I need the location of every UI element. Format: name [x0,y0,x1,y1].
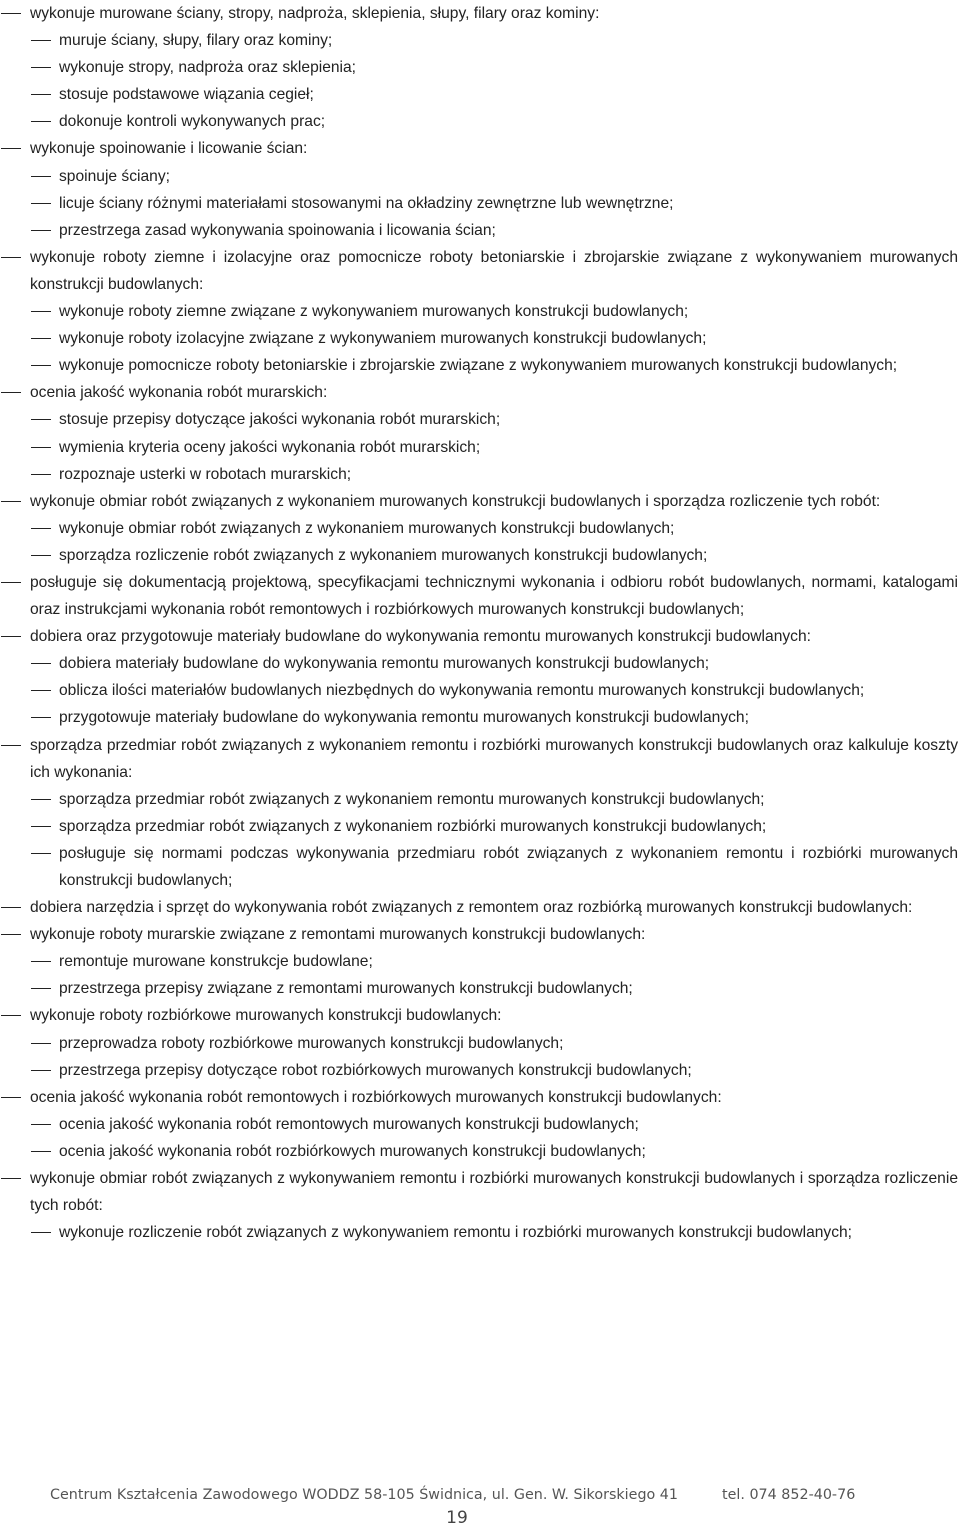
list-item-text: ocenia jakość wykonania robót remontowych i rozbiórkowych murowanych konstrukcji budowlanych: [30,1088,722,1106]
sub-list-item [0,813,958,840]
footer-line [50,1484,930,1506]
sub-list-item [0,406,958,433]
dash-bullet-icon [1,907,21,908]
sub-list-item [0,1111,958,1138]
dash-bullet-icon [1,1178,21,1179]
dash-bullet-icon [31,826,51,827]
dash-bullet-icon [31,717,51,718]
dash-bullet-icon [31,40,51,41]
dash-bullet-icon [31,1232,51,1233]
dash-bullet-icon [31,447,51,448]
dash-bullet-icon [31,528,51,529]
list-item [0,488,958,515]
sub-list-item [0,1219,958,1246]
list-item [0,0,958,27]
list-item-text: przeprowadza roboty rozbiórkowe murowanych konstrukcji budowlanych; [59,1034,564,1052]
dash-bullet-icon [1,148,21,149]
list-item-text: dokonuje kontroli wykonywanych prac; [59,113,326,131]
dash-bullet-icon [31,961,51,962]
list-item-text: remontuje murowane konstrukcje budowlane; [59,953,373,971]
list-item-text: ocenia jakość wykonania robót murarskich: [30,384,328,402]
dash-bullet-icon [31,365,51,366]
sub-list-item [0,298,958,325]
dash-bullet-icon [31,853,51,854]
list-item [0,732,958,786]
dash-bullet-icon [1,257,21,258]
sub-list-item [0,542,958,569]
list-item-text: wykonuje roboty rozbiórkowe murowanych konstrukcji budowlanych: [30,1007,502,1025]
list-item [0,1084,958,1111]
dash-bullet-icon [31,419,51,420]
sub-list-item [0,27,958,54]
sub-list-item [0,54,958,81]
list-item-text: sporządza rozliczenie robót związanych z wykonaniem murowanych konstrukcji budowlanych; [59,546,708,564]
list-item [0,921,958,948]
list-item-text: posługuje się dokumentacją projektową, specyfikacjami technicznymi wykonania i odbioru robót budowlanych, normami, katalogami oraz instrukcjami wykonania robót remontowych i rozbiórkowych murowanych konstrukcji budowlanych; [30,573,958,619]
list-item-text: wykonuje roboty ziemne związane z wykonywaniem murowanych konstrukcji budowlanych; [59,303,689,321]
list-item-text: stosuje przepisy dotyczące jakości wykonania robót murarskich; [59,411,501,429]
dash-bullet-icon [31,1070,51,1071]
sub-list-item [0,190,958,217]
list-item [0,1165,958,1219]
list-item-text: wykonuje stropy, nadproża oraz sklepienia; [59,59,357,77]
sub-list-item [0,650,958,677]
list-item-text: muruje ściany, słupy, filary oraz kominy; [59,32,333,50]
footer-institution: Centrum Kształcenia Zawodowego WODDZ 58-105 Świdnica, ul. Gen. W. Sikorskiego 41 [50,1487,679,1503]
list-item-text: sporządza przedmiar robót związanych z wykonaniem rozbiórki murowanych konstrukcji budowlanych; [59,817,767,835]
list-item-text: przestrzega przepisy dotyczące robot rozbiórkowych murowanych konstrukcji budowlanych; [59,1061,692,1079]
sub-list-item [0,461,958,488]
dash-bullet-icon [31,799,51,800]
sub-list-item [0,108,958,135]
dash-bullet-icon [31,1043,51,1044]
sub-list-item [0,948,958,975]
dash-bullet-icon [31,1151,51,1152]
list-item-text: wykonuje roboty ziemne i izolacyjne oraz pomocnicze roboty betoniarskie i zbrojarskie związane z wykonywaniem murowanych konstrukcji budowlanych: [30,248,958,293]
list-item-text: wykonuje pomocnicze roboty betoniarskie i zbrojarskie związane z wykonywaniem murowanych konstrukcji budowlanych; [59,357,898,375]
dash-bullet-icon [31,230,51,231]
list-item-text: przestrzega przepisy związane z remontami murowanych konstrukcji budowlanych; [59,980,633,998]
list-item-text: przestrzega zasad wykonywania spoinowania i licowania ścian; [59,221,496,239]
sub-list-item [0,81,958,108]
dash-bullet-icon [1,13,21,14]
list-item-text: dobiera narzędzia i sprzęt do wykonywania robót związanych z remontem oraz rozbiórką murowanych konstrukcji budowlanych: [30,899,913,917]
dash-bullet-icon [1,1097,21,1098]
list-item-text: wykonuje obmiar robót związanych z wykonaniem murowanych konstrukcji budowlanych i sporządza rozliczenie tych robót: [30,492,881,510]
sub-list-item [0,677,958,704]
list-item-text: wykonuje rozliczenie robót związanych z wykonywaniem remontu i rozbiórki murowanych konstrukcji budowlanych; [59,1224,853,1242]
sub-list-item [0,840,958,894]
sub-list-item [0,1138,958,1165]
dash-bullet-icon [1,745,21,746]
list-item-text: licuje ściany różnymi materiałami stosowanymi na okładziny zewnętrzne lub wewnętrzne; [59,194,674,212]
dash-bullet-icon [31,311,51,312]
sub-list-item [0,163,958,190]
sub-list-item [0,515,958,542]
list-item [0,569,958,623]
list-item [0,1002,958,1029]
list-item-text: wykonuje spoinowanie i licowanie ścian: [30,140,308,158]
list-item-text: wykonuje murowane ściany, stropy, nadproża, sklepienia, słupy, filary oraz kominy: [30,5,600,22]
list-item-text: oblicza ilości materiałów budowlanych niezbędnych do wykonywania remontu murowanych konstrukcji budowlanych; [59,682,865,700]
list-item-text: sporządza przedmiar robót związanych z wykonaniem remontu murowanych konstrukcji budowlanych; [59,790,765,808]
list-item-text: wykonuje roboty murarskie związane z remontami murowanych konstrukcji budowlanych: [30,926,646,944]
list-item-text: posługuje się normami podczas wykonywania przedmiaru robót związanych z wykonaniem remontu i rozbiórki murowanych konstrukcji budowlanych; [59,844,958,889]
sub-list-item [0,786,958,813]
list-item-text: dobiera oraz przygotowuje materiały budowlane do wykonywania remontu murowanych konstrukcji budowlanych: [30,628,811,646]
dash-bullet-icon [31,67,51,68]
dash-bullet-icon [31,338,51,339]
list-item-text: wykonuje obmiar robót związanych z wykonywaniem remontu i rozbiórki murowanych konstrukcji budowlanych i sporządza rozliczenie tych robót: [30,1170,958,1215]
list-item [0,244,958,298]
sub-list-item [0,704,958,731]
dash-bullet-icon [1,501,21,502]
list-item [0,135,958,162]
sub-list-item [0,325,958,352]
dash-bullet-icon [1,934,21,935]
sub-list-item [0,352,958,379]
page-number: 19 [446,1508,468,1528]
dash-bullet-icon [1,636,21,637]
sub-list-item [0,217,958,244]
list-item-text: dobiera materiały budowlane do wykonywania remontu murowanych konstrukcji budowlanych; [59,655,710,673]
list-item-text: ocenia jakość wykonania robót rozbiórkowych murowanych konstrukcji budowlanych; [59,1142,646,1160]
list-item-text: rozpoznaje usterki w robotach murarskich; [59,465,352,483]
list-item-text: wykonuje obmiar robót związanych z wykonaniem murowanych konstrukcji budowlanych; [59,519,675,537]
list-item-text: spoinuje ściany; [59,167,170,185]
dash-bullet-icon [1,582,21,583]
dash-bullet-icon [31,988,51,989]
list-item-text: przygotowuje materiały budowlane do wykonywania remontu murowanych konstrukcji budowlanych; [59,709,749,727]
sub-list-item [0,975,958,1002]
dash-bullet-icon [31,203,51,204]
dash-bullet-icon [31,663,51,664]
list-item-text: wykonuje roboty izolacyjne związane z wykonywaniem murowanych konstrukcji budowlanych; [59,330,707,348]
dash-bullet-icon [31,1124,51,1125]
list-item [0,894,958,921]
dash-bullet-icon [1,392,21,393]
list-item-text: stosuje podstawowe wiązania cegieł; [59,86,314,104]
dash-bullet-icon [31,690,51,691]
sub-list-item [0,1030,958,1057]
dash-bullet-icon [31,176,51,177]
dash-bullet-icon [31,555,51,556]
sub-list-item [0,1057,958,1084]
list-item [0,379,958,406]
list-item-text: ocenia jakość wykonania robót remontowych murowanych konstrukcji budowlanych; [59,1115,639,1133]
dash-bullet-icon [31,94,51,95]
list-item-text: wymienia kryteria oceny jakości wykonania robót murarskich; [59,438,481,456]
list-item-text: sporządza przedmiar robót związanych z wykonaniem remontu i rozbiórki murowanych konstrukcji budowlanych oraz kalkuluje koszty ich wykonania: [30,736,958,781]
sub-list-item [0,434,958,461]
dash-bullet-icon [1,1015,21,1016]
footer-phone: tel. 074 852-40-76 [722,1487,856,1503]
list-item [0,623,958,650]
dash-bullet-icon [31,474,51,475]
dash-bullet-icon [31,121,51,122]
